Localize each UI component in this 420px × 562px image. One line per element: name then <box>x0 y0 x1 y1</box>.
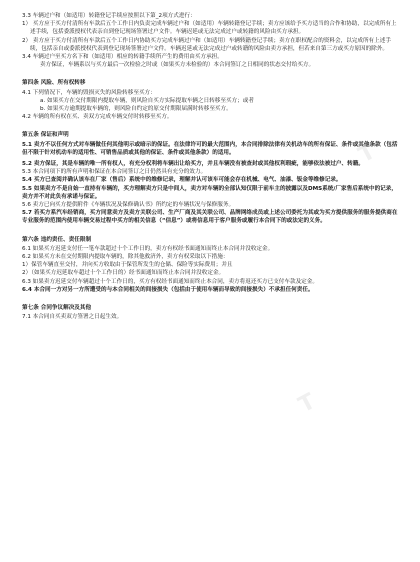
section-4-title: 第四条 风险、所有权转移 <box>22 80 86 87</box>
clause-7-1: 7.1 本合同自买卖双方签署之日起生效。 <box>22 314 123 321</box>
clause-3-3-option-2: 2） 卖方应于买方付清所有车款后五个工作日内协助买方完成车辆过户和（如适用）车辆转籍登记手续；卖方在职权配合的资料会，以完成所有上述手续，包括亲自或委派授权代表到登记现场签署过户文件。车辆迟延或无法完成过户或转籍的风险由卖方承担，但若来自第三方或买方原因的除外。 <box>22 37 391 52</box>
clause-5-4: 5.4 买方已查阅并确认该车在厂家（售后）系统中的维修记录，理解并认可该车可能会存在机械、电气、油漆、钣金等维修记录。 <box>22 177 342 184</box>
clause-4-2: 4.2 车辆的所有权在买、卖双方完成车辆交付时转移至买方。 <box>22 114 173 121</box>
clause-5-2: 5.2 卖方保证，其是车辆的唯一所有权人，有充分权利将车辆出让给买方，并且车辆没有被查封或其他权利瑕疵，能够依法被过户、转籍。 <box>22 161 364 168</box>
clause-6-2: 6.2 如果买方未在交付期限内提取车辆的，除其他救济外，卖方有权采取以下措施： <box>22 254 229 261</box>
clause-4-1-b: b. 如果买方逾期提取车辆的，则风险自约定的原交付期限届满时转移至买方。 <box>40 106 232 113</box>
clause-3-4: 3.4 车辆过户至买方名下和（如适用）相应的转籍手续所产生的费用由买方承担。 <box>22 54 223 61</box>
clause-5-1: 5.1 卖方不以任何方式对车辆做任何其他明示或暗示的保证。在法律许可的最大范围内，本合同排除法律有关机动车的所有保证、条件或其他条款（包括但不限于针对机动车的适用性、可销售品质或其他的保证、条件或其他条款）的适用。 <box>22 141 398 156</box>
clause-4-1-a: a. 如果买方在交付期限内提取车辆，则风险自买方实际提取车辆之日转移至买方；或者 <box>40 97 254 104</box>
watermark: T <box>354 139 380 169</box>
watermark: T <box>294 389 320 419</box>
clause-5-7: 5.7 若买方系汽车经销商，买方同意卖方及卖方关联公司、生产厂商及其关联公司、品牌网络成员或上述公司委托为其或为买方提供服务的服务提供商在专业服务的范围内使用车辆交易过程中买方的相关信息（“信息”）或将信息用于客户服务或履行本合同下的或法定的义务。 <box>22 210 398 225</box>
clause-6-1: 6.1 如果买方迟延支付任一笔车款超过十个工作日的，卖方有权经书面通知而终止本合同并没收定金。 <box>22 245 274 252</box>
clause-3-3: 3.3 车辆过户和（如适用）转籍登记手续应按照以下第_2项方式进行： <box>22 13 196 19</box>
clause-3-4-continuation: 卖方保证，车辆系以与买方最后一次检验之时或（如果买方未检验的）本合同签订之日相同的状态交付给买方。 <box>40 62 315 69</box>
clause-6-3: 6.3 如果卖方迟延交付车辆超过十个工作日的，买方有权经书面通知而终止本合同，卖方将返还买方已支付车款及定金。 <box>22 278 318 285</box>
clause-5-6: 5.6 卖方已向买方提供附件《车辆状况及保修确认书》所约定的车辆状况与保修服务。 <box>22 202 235 209</box>
watermark: T <box>234 29 260 59</box>
section-5-title: 第五条 保证和声明 <box>22 132 69 139</box>
clause-5-3: 5.3 本合同项下的所有声明和保证在本合同签订之日仍然具有充分的效力。 <box>22 169 207 176</box>
clause-6-2-1: 1）保管车辆直至交付，并向买方收取由于保管所发生的仓储、保险等实际费用；并且 <box>22 262 233 269</box>
clause-6-4: 6.4 本合同一方对另一方所遭受的与本合同相关的间接损失（包括由于使用车辆而导致的间接损失）不承担任何责任。 <box>22 286 314 293</box>
clause-3-3-option-1: 1） 买方应于买方付清所有车款后五个工作日内负责完成车辆过户和（如适用）车辆转籍登记手续；卖方应该给予买方适当的合作和协助，以完成所有上述手续，包括委派授权代表亲自到登记现场签署过户文件。车辆迟延或无法完成过户或转籍的风险由买方承担。 <box>22 21 397 36</box>
clause-4-1: 4.1 下列情况下，车辆的毁损灭失的风险转移至买方： <box>22 89 156 96</box>
section-6-title: 第六条 违约责任、责任限制 <box>22 236 92 243</box>
clause-6-2-2: 2）（如果买方迟延取车超过十个工作日的）经书面通知而终止本合同并没收定金。 <box>22 270 225 277</box>
clause-5-5: 5.5 如果卖方不是自始一直持有车辆的，买方理解卖方只是中间人，卖方对车辆的全部认知仅限于前车主的披露以及DMS系统/厂家售后系统中的记录，卖方并不对此负有承诺与保证。 <box>22 185 397 200</box>
section-7-title: 第七条 合同争议解决及其他 <box>22 305 92 312</box>
